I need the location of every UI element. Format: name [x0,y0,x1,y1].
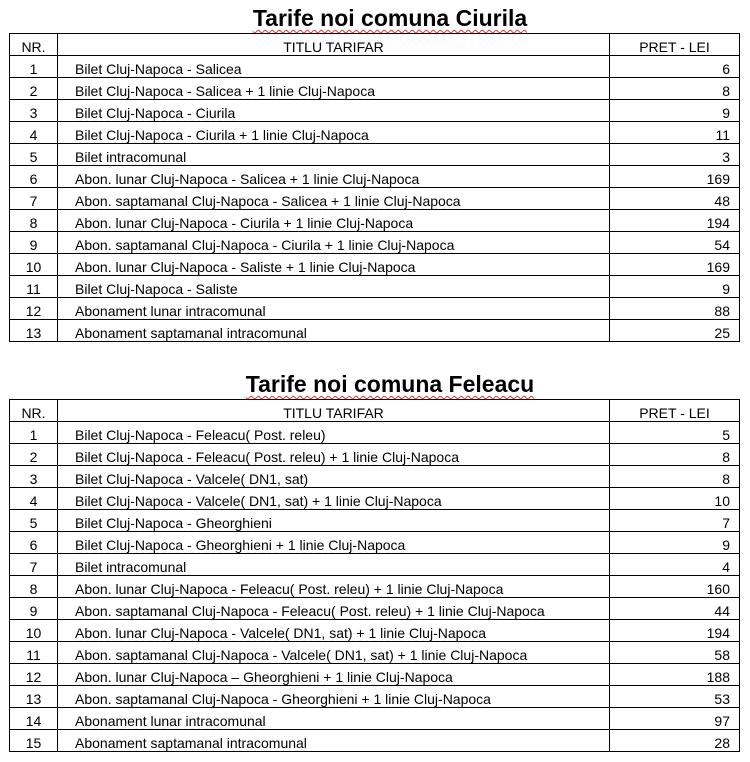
table-row [10,188,740,210]
tariff-name [58,444,610,466]
row-number [10,620,58,642]
section-title: Tarife noi comuna Ciurila [252,5,528,31]
tariff-name [58,276,610,298]
row-number [10,730,58,752]
row-number [10,466,58,488]
tariff-price-text: 54 [714,237,730,253]
table-row [10,488,740,510]
tariff-price-text: 28 [714,735,730,751]
tariff-name [58,422,610,444]
tariff-section-feleacu [9,370,739,752]
tariff-price [610,78,740,100]
tariff-price-text: 188 [706,669,730,685]
tariff-name [58,298,610,320]
row-number-text: 13 [25,325,42,341]
tariff-name-text: Abon. lunar Cluj-Napoca - Ciurila + 1 linie Cluj-Napoca [75,215,414,231]
row-number-text: 11 [26,647,41,663]
tariff-price-text: 58 [714,647,730,663]
tariff-name [58,144,610,166]
row-number [10,598,58,620]
table-row [10,554,740,576]
tariff-name-text: Bilet Cluj-Napoca - Salicea + 1 linie Cluj-Napoca [75,83,375,99]
row-number [10,532,58,554]
table-row [10,210,740,232]
tariff-price [610,100,740,122]
tariff-name-text: Bilet Cluj-Napoca - Ciurila + 1 linie Cluj-Napoca [75,127,369,143]
tariff-name [58,466,610,488]
tariff-price-text: 11 [715,127,730,143]
tariff-price-text: 194 [706,625,730,641]
row-number [10,708,58,730]
table-row [10,686,740,708]
row-number-text: 5 [29,515,38,531]
row-number [10,56,58,78]
tariff-name [58,122,610,144]
tariff-price [610,210,740,232]
row-number-text: 2 [29,449,38,465]
tariff-price-text: 9 [722,281,730,297]
table-row [10,422,740,444]
tariff-table [9,399,740,752]
tariff-name [58,598,610,620]
table-row [10,576,740,598]
row-number [10,444,58,466]
tariff-price-text: 6 [722,61,730,77]
row-number [10,576,58,598]
tariff-name-text: Abonament lunar intracomunal [75,303,266,319]
tariff-price-text: 9 [722,537,730,553]
row-number-text: 12 [25,669,42,685]
tariff-price [610,254,740,276]
row-number [10,254,58,276]
tariff-section-ciurila [9,4,739,342]
tariff-price [610,444,740,466]
tariff-name [58,708,610,730]
tariff-name [58,100,610,122]
table-header-row [10,400,740,422]
table-row [10,708,740,730]
table-row [10,320,740,342]
tariff-price-text: 9 [722,105,730,121]
row-number [10,320,58,342]
tariff-name-text: Abon. lunar Cluj-Napoca - Salicea + 1 linie Cluj-Napoca [75,171,420,187]
tariff-price [610,620,740,642]
tariff-name-text: Abon. saptamanal Cluj-Napoca - Gheorghieni + 1 linie Cluj-Napoca [75,691,491,707]
tariff-price [610,488,740,510]
row-number [10,232,58,254]
tariff-name-text: Bilet Cluj-Napoca - Ciurila [75,105,236,121]
tariff-name [58,188,610,210]
header-nr: NR. [10,34,58,56]
row-number-text: 15 [25,735,42,751]
row-number-text: 11 [26,281,41,297]
tariff-name-text: Abonament saptamanal intracomunal [75,735,307,751]
table-row [10,510,740,532]
tariff-price-text: 48 [714,193,730,209]
row-number-text: 10 [25,625,42,641]
row-number [10,422,58,444]
tariff-price-text: 3 [722,149,730,165]
tariff-price-text: 169 [706,171,730,187]
tariff-name [58,620,610,642]
row-number-text: 12 [25,303,42,319]
tariff-name [58,56,610,78]
row-number-text: 8 [29,581,38,597]
tariff-name-text: Bilet Cluj-Napoca - Salicea [75,61,242,77]
tariff-price-text: 88 [714,303,730,319]
tariff-name-text: Abon. lunar Cluj-Napoca – Gheorghieni + 1 linie Cluj-Napoca [75,669,453,685]
tariff-name [58,532,610,554]
table-row [10,254,740,276]
tariff-price [610,510,740,532]
tariff-price-text: 160 [706,581,730,597]
table-row [10,444,740,466]
tariff-name-text: Abon. saptamanal Cluj-Napoca - Salicea + 1 linie Cluj-Napoca [75,193,461,209]
tariff-name [58,320,610,342]
tariff-price [610,730,740,752]
row-number [10,488,58,510]
tariff-name [58,664,610,686]
tariff-name [58,576,610,598]
tariff-name-text: Bilet Cluj-Napoca - Saliste [75,281,238,297]
header-title: TITLU TARIFAR [58,400,610,422]
row-number-text: 9 [29,237,38,253]
tariff-name-text: Bilet Cluj-Napoca - Feleacu( Post. releu) + 1 linie Cluj-Napoca [75,449,460,465]
tariff-price [610,56,740,78]
row-number-text: 1 [29,61,38,77]
tariff-price-text: 7 [722,515,730,531]
tariff-name-text: Bilet Cluj-Napoca - Gheorghieni [75,515,272,531]
tariff-price [610,554,740,576]
tariff-name-text: Abon. saptamanal Cluj-Napoca - Valcele( DN1, sat) + 1 linie Cluj-Napoca [75,647,528,663]
tariff-name-text: Bilet intracomunal [75,559,187,575]
table-row [10,642,740,664]
tariff-price-text: 8 [722,83,730,99]
tariff-price-text: 194 [706,215,730,231]
tariff-price-text: 8 [722,471,730,487]
header-title: TITLU TARIFAR [58,34,610,56]
table-row [10,664,740,686]
table-row [10,100,740,122]
row-number-text: 7 [29,193,38,209]
row-number-text: 3 [29,471,38,487]
row-number-text: 13 [25,691,42,707]
row-number-text: 4 [29,127,38,143]
tariff-name [58,642,610,664]
tariff-name [58,210,610,232]
tariff-price [610,598,740,620]
tariff-name [58,232,610,254]
tariff-name-text: Bilet Cluj-Napoca - Gheorghieni + 1 linie Cluj-Napoca [75,537,406,553]
tariff-price [610,188,740,210]
tariff-name-text: Bilet intracomunal [75,149,187,165]
row-number [10,144,58,166]
row-number-text: 1 [29,427,38,443]
row-number-text: 9 [29,603,38,619]
table-row [10,276,740,298]
row-number-text: 6 [29,537,38,553]
row-number [10,276,58,298]
row-number-text: 8 [29,215,38,231]
tariff-price [610,232,740,254]
row-number-text: 6 [29,171,38,187]
tariff-price-text: 5 [722,427,730,443]
tariff-price-text: 4 [722,559,730,575]
table-row [10,620,740,642]
row-number [10,664,58,686]
row-number-text: 7 [29,559,38,575]
table-header-row [10,34,740,56]
tariff-price [610,276,740,298]
table-row [10,730,740,752]
section-title: Tarife noi comuna Feleacu [245,371,535,397]
row-number-text: 14 [25,713,42,729]
tariff-name-text: Abonament lunar intracomunal [75,713,266,729]
tariff-name-text: Abon. saptamanal Cluj-Napoca - Ciurila + 1 linie Cluj-Napoca [75,237,455,253]
tariff-price [610,144,740,166]
row-number [10,686,58,708]
tariff-name [58,554,610,576]
table-row [10,298,740,320]
table-row [10,232,740,254]
table-row [10,144,740,166]
tariff-price [610,664,740,686]
row-number-text: 10 [25,259,42,275]
row-number-text: 2 [29,83,38,99]
table-row [10,56,740,78]
tariff-name-text: Bilet Cluj-Napoca - Valcele( DN1, sat) + 1 linie Cluj-Napoca [75,493,442,509]
row-number [10,210,58,232]
tariff-table [9,33,740,342]
tariff-price [610,466,740,488]
row-number [10,510,58,532]
row-number [10,78,58,100]
tariff-name [58,78,610,100]
tariff-price-text: 10 [714,493,730,509]
tariff-name-text: Abon. lunar Cluj-Napoca - Valcele( DN1, sat) + 1 linie Cluj-Napoca [75,625,486,641]
table-row [10,466,740,488]
tariff-price [610,642,740,664]
tariff-name [58,166,610,188]
tariff-name [58,686,610,708]
tariff-price [610,320,740,342]
tariff-price [610,576,740,598]
table-row [10,78,740,100]
row-number-text: 4 [29,493,38,509]
tariff-price-text: 53 [714,691,730,707]
header-price: PRET - LEI [610,34,740,56]
row-number [10,642,58,664]
row-number [10,188,58,210]
tariff-price [610,532,740,554]
tariff-name [58,510,610,532]
tariff-name-text: Abon. lunar Cluj-Napoca - Feleacu( Post. releu) + 1 linie Cluj-Napoca [75,581,504,597]
table-row [10,598,740,620]
tariff-price [610,166,740,188]
table-row [10,166,740,188]
row-number [10,166,58,188]
tariff-price [610,422,740,444]
row-number [10,100,58,122]
tariff-price-text: 8 [722,449,730,465]
row-number [10,122,58,144]
header-nr: NR. [10,400,58,422]
table-row [10,532,740,554]
tariff-name-text: Abon. lunar Cluj-Napoca - Saliste + 1 linie Cluj-Napoca [75,259,416,275]
row-number-text: 5 [29,149,38,165]
tariff-price [610,686,740,708]
tariff-price [610,298,740,320]
tariff-price-text: 25 [714,325,730,341]
tariff-price-text: 97 [714,713,730,729]
tariff-name-text: Abon. saptamanal Cluj-Napoca - Feleacu( Post. releu) + 1 linie Cluj-Napoca [75,603,545,619]
tariff-name-text: Bilet Cluj-Napoca - Feleacu( Post. releu) [75,427,326,443]
tariff-name [58,254,610,276]
tariff-name [58,488,610,510]
tariff-price [610,708,740,730]
tariff-price-text: 44 [714,603,730,619]
table-row [10,122,740,144]
tariff-name [58,730,610,752]
tariff-name-text: Abonament saptamanal intracomunal [75,325,307,341]
tariff-name-text: Bilet Cluj-Napoca - Valcele( DN1, sat) [75,471,309,487]
row-number [10,554,58,576]
tariff-price-text: 169 [706,259,730,275]
row-number [10,298,58,320]
header-price: PRET - LEI [610,400,740,422]
row-number-text: 3 [29,105,38,121]
tariff-price [610,122,740,144]
